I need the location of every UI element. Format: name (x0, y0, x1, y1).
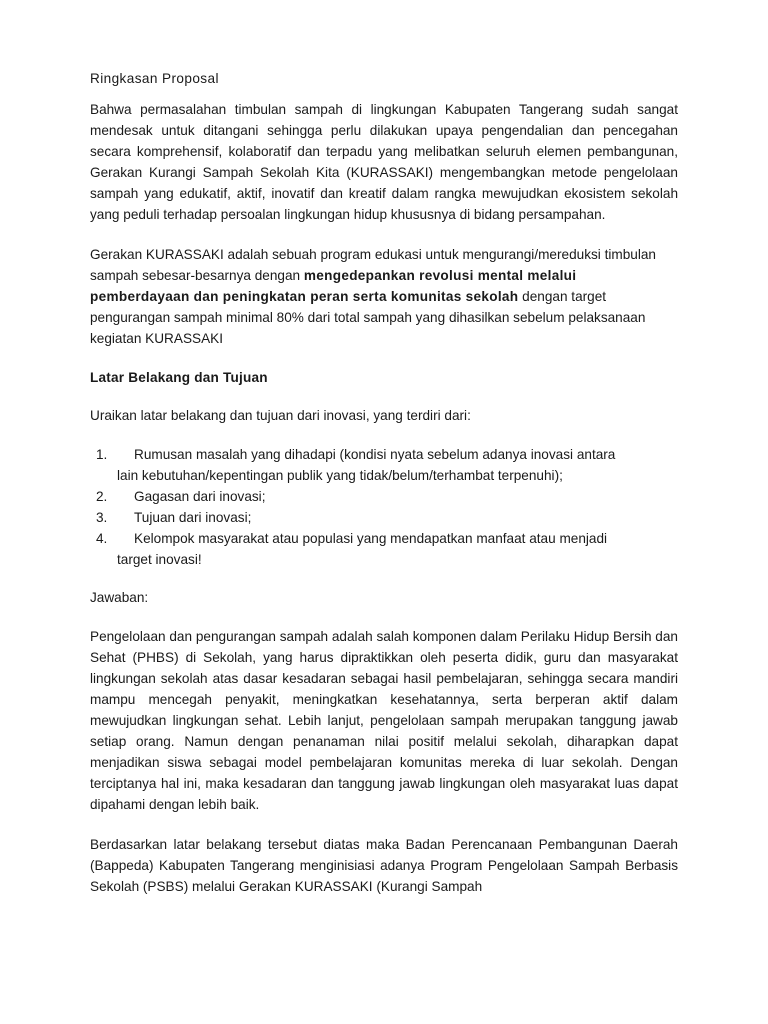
list-number: 3. (96, 510, 108, 525)
list-item-continuation: lain kebutuhan/kepentingan publik yang tidak/belum/terhambat terpenuhi); (117, 468, 563, 483)
list-number: 1. (96, 447, 108, 462)
document-page (90, 68, 678, 897)
paragraph-text: dengan target pengurangan sampah minimal 80% dari total sampah yang dihasilkan sebelum pelaksanaan kegiatan KURASSAKI (90, 289, 646, 346)
list-item (90, 486, 678, 507)
list-number: 2. (96, 489, 108, 504)
section-heading-ringkasan: Ringkasan Proposal (90, 71, 219, 86)
list-item (90, 507, 678, 528)
bold-phrase: mengedepankan revolusi mental melalui pemberdayaan dan peningkatan peran serta komunitas sekolah (90, 268, 577, 304)
requirement-list (90, 444, 678, 570)
list-item-text: Tujuan dari inovasi; (134, 510, 252, 525)
list-item-text: Gagasan dari inovasi; (134, 489, 266, 504)
paragraph-ringkasan-1: Bahwa permasalahan timbulan sampah di lingkungan Kabupaten Tangerang sudah sangat mendesak untuk ditangani sehingga perlu dilakukan upaya pengendalian dan pencegahan secara komprehensif, kolaboratif dan terpadu yang melibatkan seluruh elemen pembangunan, Gerakan Kurangi Sampah Sekolah Kita (KURASSAKI) mengembangkan metode pengelolaan sampah yang edukatif, aktif, inovatif dan kreatif dalam rangka mewujudkan ekosistem sekolah yang peduli terhadap persoalan lingkungan hidup khususnya di bidang persampahan. (90, 102, 678, 222)
answer-label: Jawaban: (90, 590, 149, 605)
section-heading-latar-belakang: Latar Belakang dan Tujuan (90, 370, 268, 385)
list-item (90, 528, 678, 570)
list-item-text: Kelompok masyarakat atau populasi yang mendapatkan manfaat atau menjadi (134, 531, 608, 546)
paragraph-jawaban-2: Berdasarkan latar belakang tersebut diatas maka Badan Perencanaan Pembangunan Daerah (Bappeda) Kabupaten Tangerang menginisiasi adanya Program Pengelolaan Sampah Berbasis Sekolah (PSBS) melalui Gerakan KURASSAKI (Kurangi Sampah (90, 837, 678, 894)
list-number: 4. (96, 531, 108, 546)
intro-text: Uraikan latar belakang dan tujuan dari inovasi, yang terdiri dari: (90, 408, 471, 423)
paragraph-text: Gerakan KURASSAKI adalah sebuah program edukasi untuk mengurangi/mereduksi timbulan sampah sebesar-besarnya dengan (90, 247, 656, 283)
paragraph-jawaban-1: Pengelolaan dan pengurangan sampah adalah salah komponen dalam Perilaku Hidup Bersih dan Sehat (PHBS) di Sekolah, yang harus dipraktikkan oleh peserta didik, guru dan masyarakat lingkungan sekolah atas dasar kesadaran sebagai hasil pembelajaran, sehingga secara mandiri mampu mencegah penyakit, meningkatkan kesehatannya, serta berperan aktif dalam mewujudkan lingkungan sehat. Lebih lanjut, pengelolaan sampah merupakan tanggung jawab setiap orang. Namun dengan penanaman nilai positif melalui sekolah, diharapkan dapat menjadikan siswa sebagai model pembelajaran komunitas mereka di luar sekolah. Dengan terciptanya hal ini, maka kesadaran dan tanggung jawab lingkungan oleh masyarakat luas dapat dipahami dengan lebih baik. (90, 629, 678, 812)
list-item-text: Rumusan masalah yang dihadapi (kondisi nyata sebelum adanya inovasi antara (134, 447, 616, 462)
list-item (90, 444, 678, 486)
list-item-continuation: target inovasi! (117, 552, 202, 567)
paragraph-ringkasan-2 (90, 244, 678, 349)
